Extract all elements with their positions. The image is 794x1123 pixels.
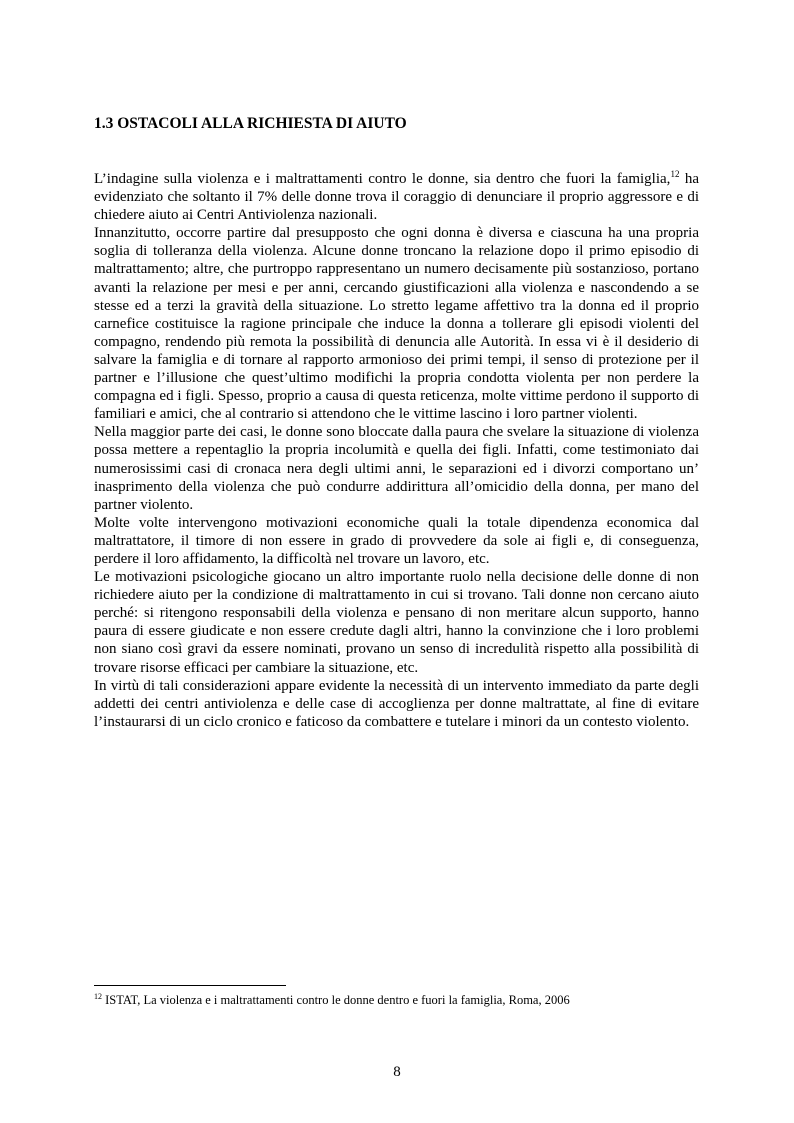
footnote-reference: 12	[670, 169, 680, 179]
paragraph-2: Innanzitutto, occorre partire dal presupposto che ogni donna è diversa e ciascuna ha una propria soglia di tolleranza della violenza. Alcune donne troncano la relazione dopo il primo episodio di maltrattamento; altre, che purtroppo rappresentano un numero decisamente più sostanzioso, portano avanti la relazione per mesi e per anni, cercando giustificazioni alla violenza e nascondendo a se stesse ed a terzi la gravità della situazione. Lo stretto legame affettivo tra la donna ed il proprio carnefice costituisce la ragione principale che induce la donna a tollerare gli episodi violenti del compagno, rendendo più remota la possibilità di denuncia alle Autorità. In essa vi è il desiderio di salvare la famiglia e di tornare al rapporto armonioso dei primi tempi, il senso di protezione per il partner e l’illusione che quest’ultimo modifichi la propria condotta violenta per non perdere la compagna ed i figli. Spesso, proprio a causa di questa reticenza, molte vittime perdono il supporto di familiari e amici, che al contrario si attendono che le vittime lascino i loro partner violenti.	[94, 225, 699, 423]
section-heading: 1.3 OSTACOLI ALLA RICHIESTA DI AIUTO	[94, 115, 407, 132]
footnote-divider	[94, 985, 286, 986]
footnote-number: 12	[94, 991, 102, 1001]
paragraph-6: In virtù di tali considerazioni appare evidente la necessità di un intervento immediato da parte degli addetti dei centri antiviolenza e delle case di accoglienza per donne maltrattate, al fine di evitare l’instaurarsi di un ciclo cronico e faticoso da combattere e tutelare i minori da un contesto violento.	[94, 677, 699, 730]
page-number: 8	[393, 1064, 401, 1080]
paragraph-5: Le motivazioni psicologiche giocano un altro importante ruolo nella decisione delle donne di non richiedere aiuto per la condizione di maltrattamento in cui si trovano. Tali donne non cercano aiuto perché: si ritengono responsabili della violenza e pensano di non meritare alcun supporto, hanno paura di essere giudicate e non essere credute dagli altri, hanno la convinzione che i loro problemi non siano così gravi da essere nominati, provano un senso di incredulità rispetto alla possibilità di trovare risorse efficaci per cambiare la situazione, etc.	[94, 569, 699, 676]
footnote-text: ISTAT, La violenza e i maltrattamenti contro le donne dentro e fuori la famiglia, Roma, 2006	[102, 993, 570, 1007]
body-text	[94, 170, 699, 731]
paragraph-3: Nella maggior parte dei casi, le donne sono bloccate dalla paura che svelare la situazione di violenza possa mettere a repentaglio la propria incolumità e quella dei figli. Infatti, come testimoniato dai numerosissimi casi di cronaca nera degli ultimi anni, le separazioni ed i divorzi comportano un’ inasprimento della violenza che può condurre addirittura all’omicidio della donna, per mano del partner violento.	[94, 424, 699, 513]
paragraph-4: Molte volte intervengono motivazioni economiche quali la totale dipendenza economica dal maltrattatore, il timore di non essere in grado di provvedere da sole ai figli e, di conseguenza, perdere il loro affidamento, la difficoltà nel trovare un lavoro, etc.	[94, 514, 699, 567]
paragraph-1-text: L’indagine sulla violenza e i maltrattamenti contro le donne, sia dentro che fuori la famiglia,	[94, 171, 671, 187]
paragraph-1	[94, 170, 699, 224]
paragraph-1-text-after: ha evidenziato che soltanto il 7% delle donne trova il coraggio di denunciare il proprio aggressore e di chiedere aiuto ai Centri Antiviolenza nazionali.	[94, 171, 699, 224]
footnote	[94, 993, 570, 1008]
